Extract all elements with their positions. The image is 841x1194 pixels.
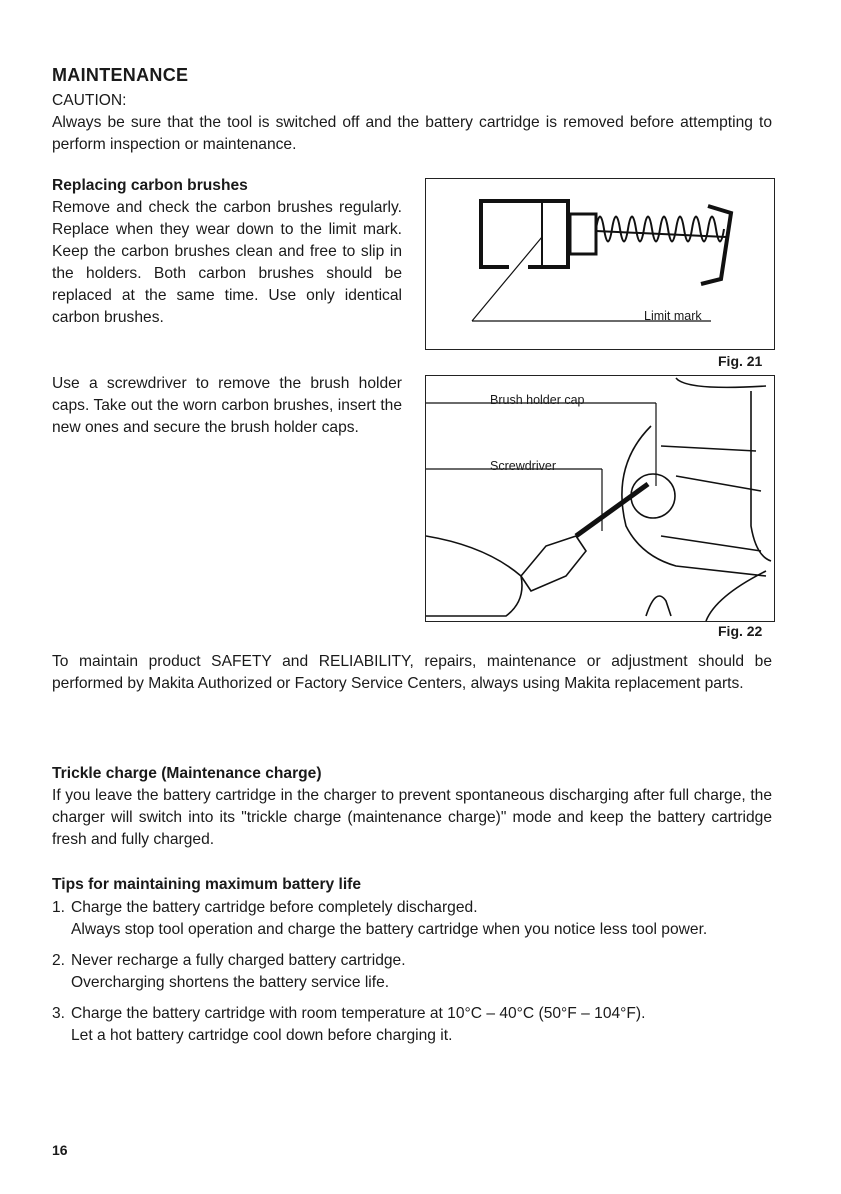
carbon-brush-illustration <box>426 179 774 349</box>
tips-list <box>52 897 772 1056</box>
section-heading: MAINTENANCE <box>52 65 189 85</box>
limit-mark-callout: Limit mark <box>644 309 702 323</box>
screwdriver-callout: Screwdriver <box>490 459 556 473</box>
tips-heading: Tips for maintaining maximum battery life <box>52 876 362 893</box>
tip-item <box>52 897 772 941</box>
tip-number: 2. <box>52 952 66 969</box>
replacing-para-2: Use a screwdriver to remove the brush holder caps. Take out the worn carbon brushes, insert the new ones and secure the brush holder caps. <box>52 375 402 436</box>
tip-detail: Always stop tool operation and charge the battery cartridge when you notice less tool power. <box>71 921 708 938</box>
trickle-heading: Trickle charge (Maintenance charge) <box>52 765 322 782</box>
tip-detail: Let a hot battery cartridge cool down before charging it. <box>71 1027 453 1044</box>
tip-line: Charge the battery cartridge before completely discharged. <box>71 899 478 916</box>
tip-detail: Overcharging shortens the battery service life. <box>71 974 390 991</box>
safety-text: To maintain product SAFETY and RELIABILITY, repairs, maintenance or adjustment should be performed by Makita Authorized or Factory Service Centers, always using Makita replacement parts. <box>52 653 772 692</box>
figure-22-brush-holder <box>425 375 775 622</box>
trickle-text: If you leave the battery cartridge in the charger to prevent spontaneous discharging after full charge, the charger will switch into its "trickle charge (maintenance charge)" mode and keep the battery cartridge fresh and fully charged. <box>52 787 772 848</box>
caution-label: CAUTION: <box>52 92 127 109</box>
tip-number: 1. <box>52 899 66 916</box>
replacing-heading: Replacing carbon brushes <box>52 177 248 194</box>
caution-text: Always be sure that the tool is switched off and the battery cartridge is removed before attempting to perform inspection or maintenance. <box>52 114 772 153</box>
brush-holder-cap-callout: Brush holder cap <box>490 393 585 407</box>
screwdriver-illustration <box>426 376 774 621</box>
figure-22-label: Fig. 22 <box>718 623 763 639</box>
tip-line: Charge the battery cartridge with room temperature at 10°C – 40°C (50°F – 104°F). <box>71 1005 646 1022</box>
figure-21-label: Fig. 21 <box>718 353 763 369</box>
tip-line: Never recharge a fully charged battery cartridge. <box>71 952 406 969</box>
replacing-para-1: Remove and check the carbon brushes regularly. Replace when they wear down to the limit mark. Keep the carbon brushes clean and free to slip in the holders. Both carbon brushes should be replaced at the same time. Use only identical carbon brushes. <box>52 199 402 326</box>
tip-number: 3. <box>52 1005 66 1022</box>
figure-21-carbon-brush <box>425 178 775 350</box>
page-number: 16 <box>52 1142 68 1158</box>
tip-item <box>52 1003 772 1047</box>
tip-item <box>52 950 772 994</box>
